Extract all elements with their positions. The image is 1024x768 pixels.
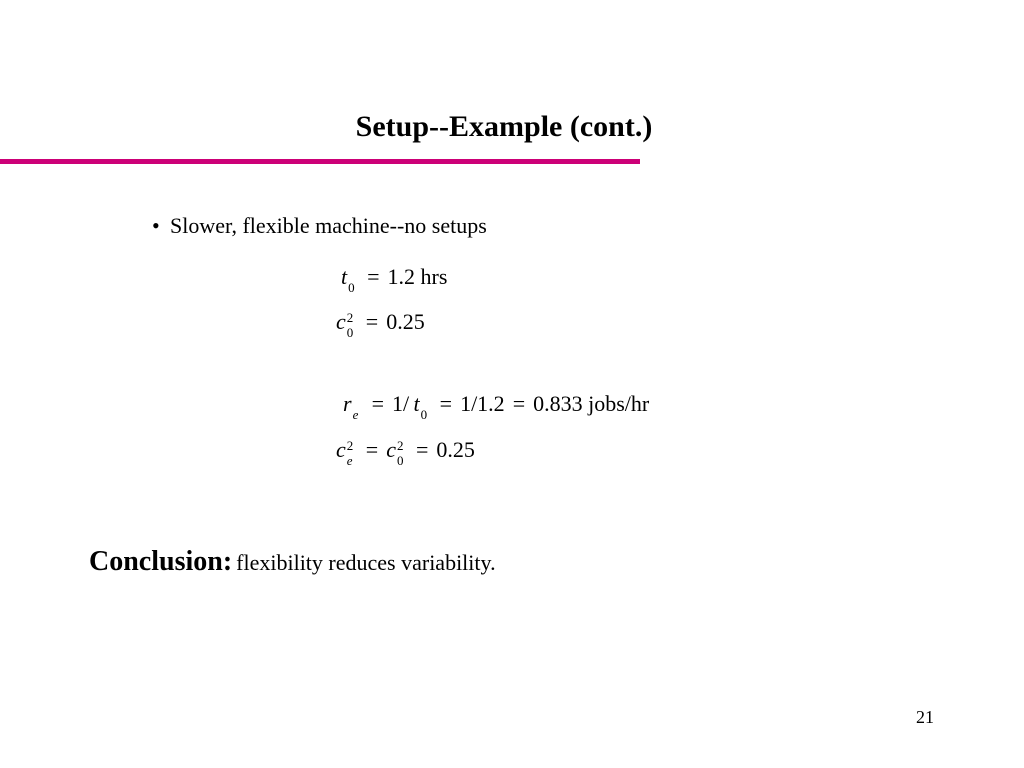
- bullet-icon: •: [152, 213, 160, 238]
- eq-rhs: 0.25: [386, 309, 425, 334]
- equation-ce: [336, 436, 475, 468]
- equation-c0: [336, 308, 425, 340]
- eq-var: c: [336, 437, 346, 462]
- eq-equals: =: [367, 264, 380, 289]
- eq-subscript: e: [346, 453, 353, 468]
- eq-equals: =: [512, 391, 526, 416]
- eq-superscript: 2: [346, 310, 354, 325]
- eq-var: t: [413, 391, 420, 416]
- eq-equals: =: [365, 309, 379, 334]
- equation-t0: [341, 263, 448, 295]
- bullet-text: Slower, flexible machine--no setups: [170, 213, 487, 238]
- eq-subscript: 0: [396, 453, 404, 468]
- eq-subscript: 0: [420, 407, 428, 422]
- eq-equals: =: [371, 391, 384, 416]
- eq-subscript: e: [352, 407, 359, 422]
- slide-title: Setup--Example (cont.): [355, 110, 653, 143]
- conclusion-label: Conclusion:: [89, 546, 233, 577]
- eq-superscript: 2: [346, 438, 354, 453]
- eq-superscript: 2: [396, 438, 404, 453]
- equation-re: [343, 390, 650, 422]
- conclusion-text: flexibility reduces variability.: [236, 550, 496, 575]
- eq-rhs: 0.25: [436, 437, 475, 462]
- bullet-item: [152, 213, 487, 239]
- eq-term: 1: [391, 391, 403, 416]
- eq-rhs: 1.2 hrs: [387, 264, 448, 289]
- eq-equals: =: [439, 391, 453, 416]
- eq-subscript: 0: [346, 325, 354, 340]
- eq-subscript: 0: [348, 280, 355, 295]
- eq-rhs: 0.833 jobs/hr: [533, 391, 650, 416]
- eq-equals: =: [365, 437, 379, 462]
- title-underline: [0, 159, 640, 164]
- page-number: 21: [916, 707, 934, 727]
- eq-var: c: [336, 309, 346, 334]
- eq-equals: =: [415, 437, 429, 462]
- eq-term: 1/1.2: [460, 391, 505, 416]
- eq-var: t: [341, 264, 348, 289]
- eq-var: c: [386, 437, 396, 462]
- eq-slash: /: [402, 391, 410, 416]
- conclusion: [89, 546, 496, 578]
- eq-var: r: [343, 391, 352, 416]
